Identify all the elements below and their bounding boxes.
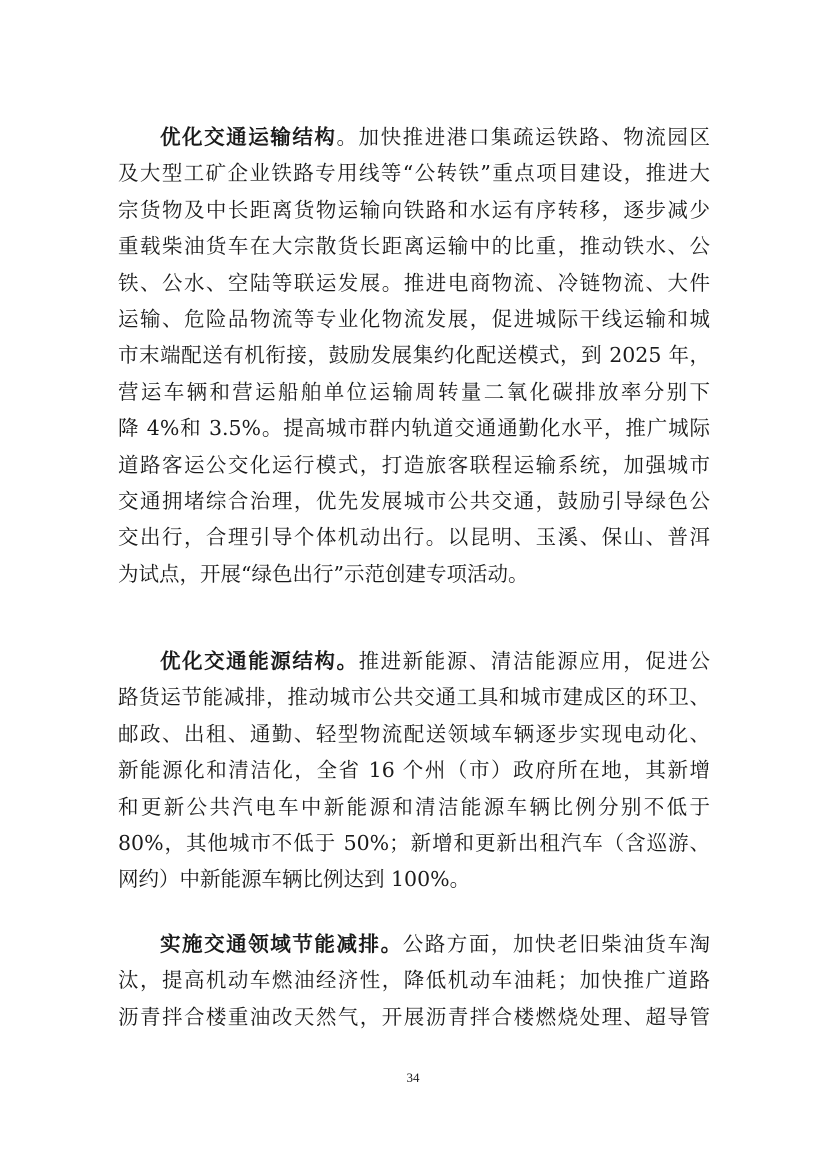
paragraph-line: 重载柴油货车在大宗散货长距离运输中的比重，推动铁水、公: [118, 234, 710, 259]
paragraph-energy-saving: [118, 926, 710, 1035]
paragraph-line: 宗货物及中长距离货物运输向铁路和水运有序转移，逐步减少: [118, 197, 710, 222]
paragraph-energy-structure: [118, 643, 710, 898]
paragraph-line: 交通拥堵综合治理，优先发展城市公共交通，鼓励引导绿色公: [118, 488, 710, 513]
paragraph-line: 网约）中新能源车辆比例达到 100%。: [118, 867, 471, 892]
paragraph-line: 沥青拌合楼重油改天然气，开展沥青拌合楼燃烧处理、超导管: [118, 1004, 710, 1029]
paragraph-line: 新能源化和清洁化，全省 16 个州（市）政府所在地，其新增: [118, 758, 710, 783]
paragraph-line: 道路客运公交化运行模式，打造旅客联程运输系统，加强城市: [118, 452, 710, 477]
page-number: 34: [406, 1070, 420, 1085]
paragraph-line: 铁、公水、空陆等联运发展。推进电商物流、冷链物流、大件: [118, 270, 710, 295]
paragraph-first-line: [118, 643, 710, 679]
paragraph-line: 邮政、出租、通勤、轻型物流配送领域车辆逐步实现电动化、: [118, 721, 710, 746]
paragraph-line: 80%，其他城市不低于 50%；新增和更新出租汽车（含巡游、: [118, 830, 710, 855]
paragraph-first-line: [118, 119, 710, 155]
paragraph-line: 汰，提高机动车燃油经济性，降低机动车油耗；加快推广道路: [118, 968, 710, 993]
paragraph-line: 市末端配送有机衔接，鼓励发展集约化配送模式，到 2025 年，: [118, 343, 710, 368]
paragraph-line: 路货运节能减排，推动城市公共交通工具和城市建成区的环卫、: [118, 685, 710, 710]
paragraph-line: 降 4%和 3.5%。提高城市群内轨道交通通勤化水平，推广城际: [118, 416, 710, 441]
paragraph-lead: 实施交通领域节能减排。: [160, 932, 403, 956]
paragraph-first-line: [118, 926, 710, 962]
paragraph-line: 运输、危险品物流等专业化物流发展，促进城际干线运输和城: [118, 306, 710, 331]
paragraph-text: 推进新能源、清洁能源应用，促进公: [358, 649, 710, 673]
paragraph-text: 。加快推进港口集疏运铁路、物流园区: [336, 125, 710, 149]
paragraph-line: 交出行，合理引导个体机动出行。以昆明、玉溪、保山、普洱: [118, 525, 710, 550]
paragraph-lead: 优化交通能源结构。: [160, 649, 359, 673]
paragraph-lead: 优化交通运输结构: [160, 125, 337, 149]
paragraph-text: 公路方面，加快老旧柴油货车淘: [402, 932, 710, 956]
paragraph-line: 和更新公共汽电车中新能源和清洁能源车辆比例分别不低于: [118, 794, 710, 819]
paragraph-line: 为试点，开展“绿色出行”示范创建专项活动。: [118, 561, 529, 586]
paragraph-line: 营运车辆和营运船舶单位运输周转量二氧化碳排放率分别下: [118, 379, 710, 404]
paragraph-line: 及大型工矿企业铁路专用线等“公转铁”重点项目建设，推进大: [118, 161, 710, 186]
paragraph-transport-structure: [118, 119, 710, 592]
